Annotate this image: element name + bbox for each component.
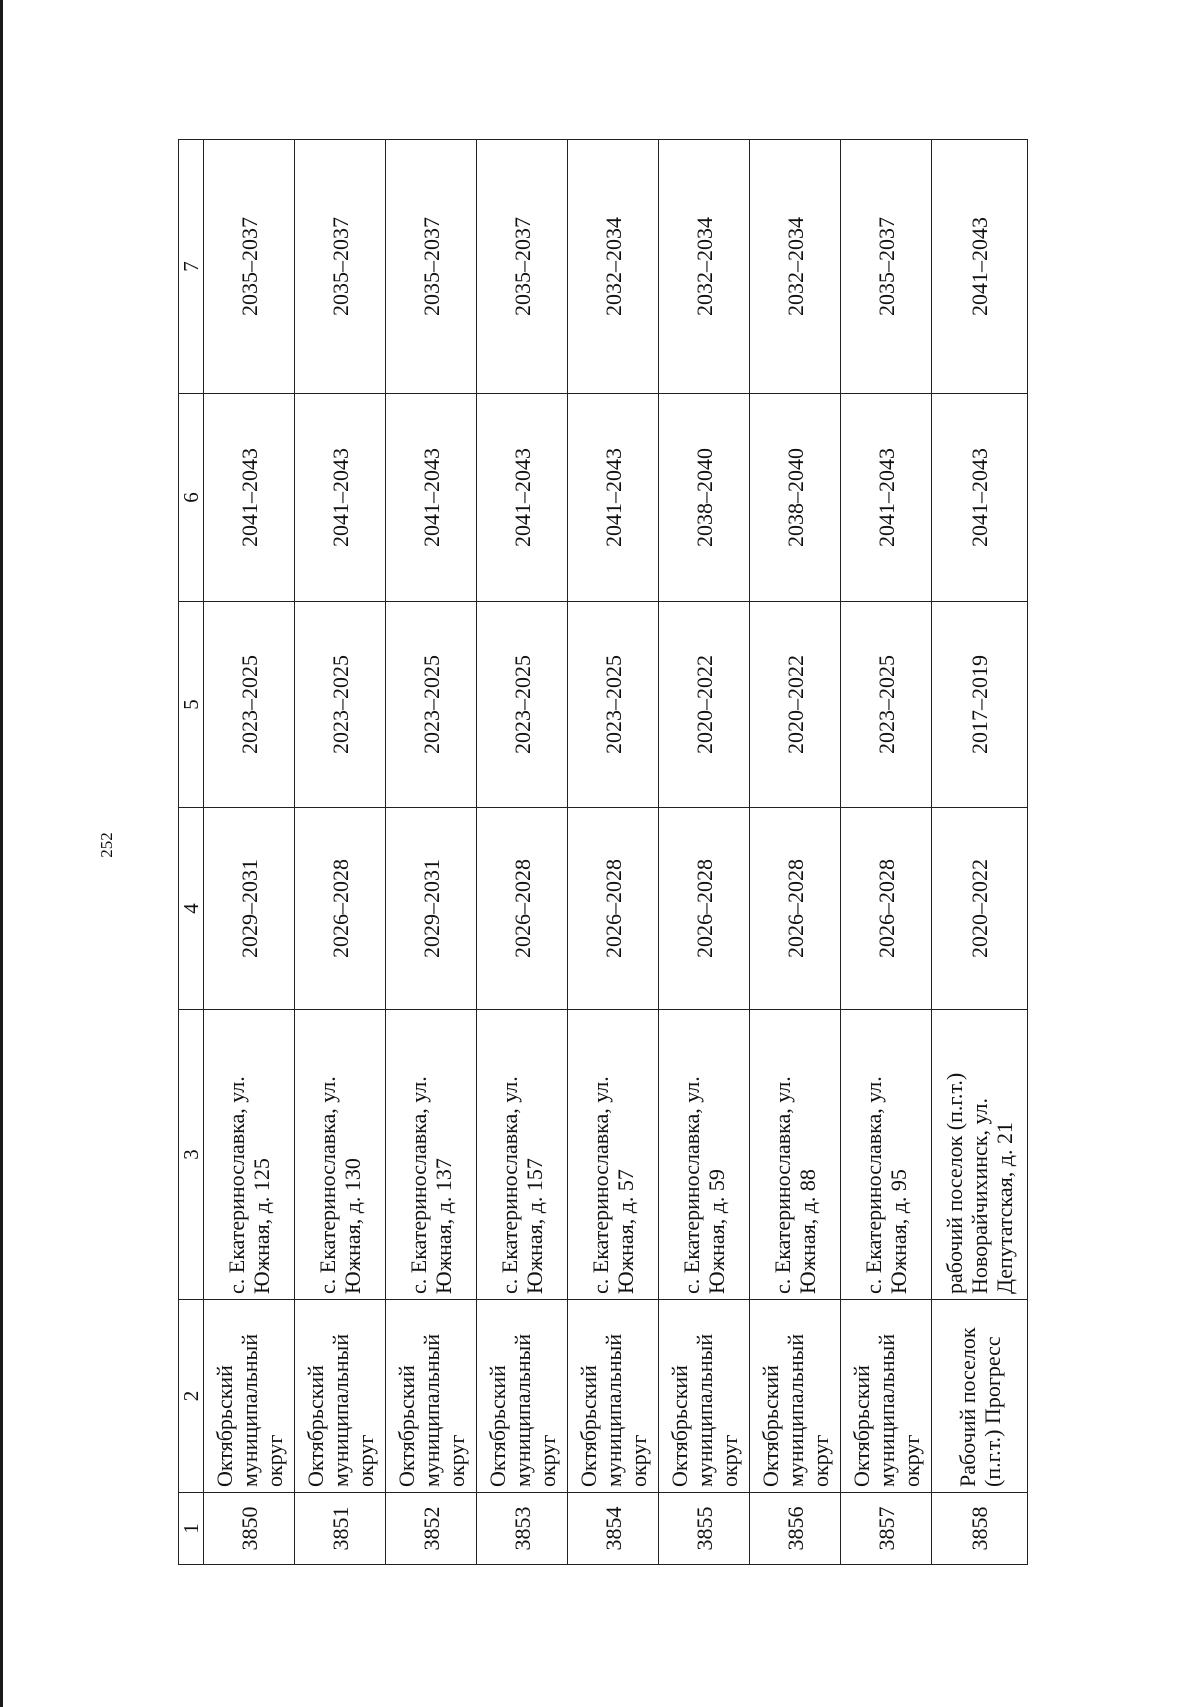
table-row [204, 140, 295, 1565]
period-cell-7: 2032–2034 [750, 140, 841, 394]
address-cell: с. Екатеринославка, ул. Южная, д. 125 [204, 1010, 295, 1300]
period-cell-7: 2035–2037 [204, 140, 295, 394]
period-cell-4: 2026–2028 [841, 808, 932, 1010]
period-cell-6: 2041–2043 [568, 394, 659, 602]
address-cell: с. Екатеринославка, ул. Южная, д. 137 [386, 1010, 477, 1300]
row-number: 3857 [841, 1493, 932, 1565]
address-cell: с. Екатеринославка, ул. Южная, д. 157 [477, 1010, 568, 1300]
municipality-cell: Октябрьский муниципальный округ [568, 1300, 659, 1493]
col-header-7: 7 [179, 140, 204, 394]
municipality-cell: Октябрьский муниципальный округ [295, 1300, 386, 1493]
period-cell-6: 2041–2043 [841, 394, 932, 602]
table-row [295, 140, 386, 1565]
period-cell-4: 2026–2028 [750, 808, 841, 1010]
row-number: 3850 [204, 1493, 295, 1565]
period-cell-4: 2026–2028 [295, 808, 386, 1010]
row-number: 3856 [750, 1493, 841, 1565]
period-cell-7: 2032–2034 [568, 140, 659, 394]
table-row [750, 140, 841, 1565]
period-cell-5: 2023–2025 [295, 602, 386, 808]
table-row [659, 140, 750, 1565]
period-cell-7: 2035–2037 [841, 140, 932, 394]
address-cell: рабочий поселок (п.г.т.) Новорайчихинск, ул. Депутатская, д. 21 [932, 1010, 1028, 1300]
period-cell-4: 2026–2028 [659, 808, 750, 1010]
page-number: 252 [97, 832, 116, 858]
period-cell-7: 2035–2037 [386, 140, 477, 394]
period-cell-5: 2017–2019 [932, 602, 1028, 808]
period-cell-6: 2041–2043 [932, 394, 1028, 602]
row-number: 3855 [659, 1493, 750, 1565]
row-number: 3854 [568, 1493, 659, 1565]
scan-edge [0, 0, 3, 1707]
period-cell-5: 2020–2022 [750, 602, 841, 808]
period-cell-7: 2032–2034 [659, 140, 750, 394]
period-cell-4: 2020–2022 [932, 808, 1028, 1010]
address-cell: с. Екатеринославка, ул. Южная, д. 57 [568, 1010, 659, 1300]
rotated-table-container [178, 140, 1028, 1565]
period-cell-5: 2020–2022 [659, 602, 750, 808]
period-cell-6: 2041–2043 [204, 394, 295, 602]
period-cell-4: 2026–2028 [477, 808, 568, 1010]
period-cell-6: 2041–2043 [295, 394, 386, 602]
row-number: 3852 [386, 1493, 477, 1565]
col-header-5: 5 [179, 602, 204, 808]
period-cell-7: 2035–2037 [295, 140, 386, 394]
period-cell-6: 2038–2040 [750, 394, 841, 602]
municipality-cell: Октябрьский муниципальный округ [477, 1300, 568, 1493]
row-number: 3851 [295, 1493, 386, 1565]
table-row [841, 140, 932, 1565]
address-cell: с. Екатеринославка, ул. Южная, д. 130 [295, 1010, 386, 1300]
municipality-cell: Октябрьский муниципальный округ [750, 1300, 841, 1493]
period-cell-5: 2023–2025 [841, 602, 932, 808]
col-header-6: 6 [179, 394, 204, 602]
period-cell-7: 2035–2037 [477, 140, 568, 394]
header-row [179, 140, 204, 1565]
period-cell-7: 2041–2043 [932, 140, 1028, 394]
period-cell-4: 2026–2028 [568, 808, 659, 1010]
period-cell-6: 2041–2043 [477, 394, 568, 602]
municipality-cell: Октябрьский муниципальный округ [386, 1300, 477, 1493]
municipality-cell: Рабочий поселок (п.г.т.) Прогресс [932, 1300, 1028, 1493]
period-cell-6: 2041–2043 [386, 394, 477, 602]
municipality-cell: Октябрьский муниципальный округ [841, 1300, 932, 1493]
period-cell-4: 2029–2031 [386, 808, 477, 1010]
municipality-cell: Октябрьский муниципальный округ [659, 1300, 750, 1493]
table-row [386, 140, 477, 1565]
table-row [932, 140, 1028, 1565]
address-cell: с. Екатеринославка, ул. Южная, д. 95 [841, 1010, 932, 1300]
period-cell-5: 2023–2025 [204, 602, 295, 808]
address-cell: с. Екатеринославка, ул. Южная, д. 88 [750, 1010, 841, 1300]
period-cell-4: 2029–2031 [204, 808, 295, 1010]
period-cell-5: 2023–2025 [386, 602, 477, 808]
col-header-2: 2 [179, 1300, 204, 1493]
address-cell: с. Екатеринославка, ул. Южная, д. 59 [659, 1010, 750, 1300]
row-number: 3853 [477, 1493, 568, 1565]
col-header-4: 4 [179, 808, 204, 1010]
row-number: 3858 [932, 1493, 1028, 1565]
table-row [568, 140, 659, 1565]
table-row [477, 140, 568, 1565]
municipality-cell: Октябрьский муниципальный округ [204, 1300, 295, 1493]
period-cell-6: 2038–2040 [659, 394, 750, 602]
period-cell-5: 2023–2025 [568, 602, 659, 808]
schedule-table [178, 139, 1028, 1565]
period-cell-5: 2023–2025 [477, 602, 568, 808]
col-header-1: 1 [179, 1493, 204, 1565]
col-header-3: 3 [179, 1010, 204, 1300]
